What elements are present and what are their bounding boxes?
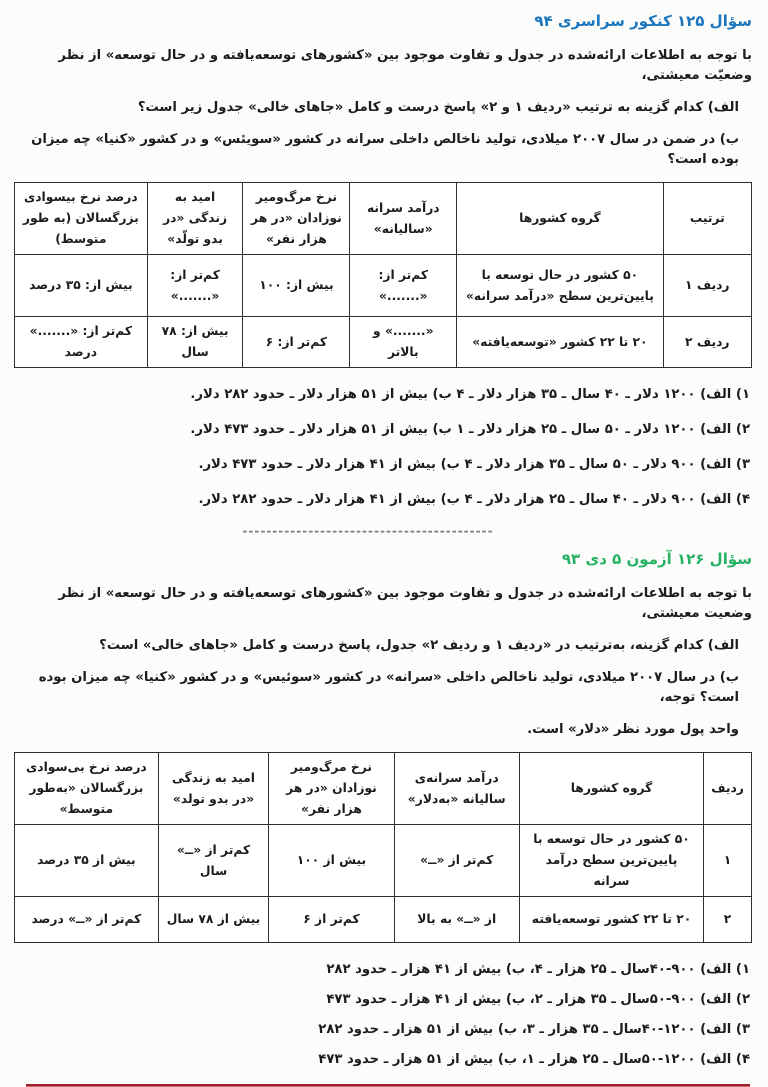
table-cell: ۲۰ تا ۲۲ کشور توسعه‌یافته	[519, 897, 703, 943]
table-cell: کم‌تر از «ــ»	[394, 825, 519, 897]
table-cell: ردیف ۲	[663, 317, 751, 368]
q126-option-3: ۳) الف) ۱۲۰۰-۴۰سال ـ ۳۵ هزار ـ ۳، ب) بیش از ۵۱ هزار ـ حدود ۲۸۲	[318, 1022, 750, 1037]
table-cell: بیش از ۷۸ سال	[158, 897, 269, 943]
q125-option-1: ۱) الف) ۱۲۰۰ دلار ـ ۴۰ سال ـ ۳۵ هزار دلار ـ ۴ ب) بیش از ۵۱ هزار دلار ـ حدود ۲۸۲ دلار.	[190, 387, 750, 402]
q126-col-country-group: گروه کشورها	[519, 753, 703, 825]
q126-option-2: ۲) الف) ۹۰۰-۵۰سال ـ ۳۵ هزار ـ ۲، ب) بیش از ۴۱ هزار ـ حدود ۴۷۳	[326, 992, 750, 1007]
q126-col-income: درآمد سرانه‌ی سالیانه «به‌دلار»	[394, 753, 519, 825]
table-cell: کم‌تر از: ۶	[243, 317, 350, 368]
q125-title: سؤال ۱۲۵ کنکور سراسری ۹۴	[534, 12, 752, 30]
q125-option-4: ۴) الف) ۹۰۰ دلار ـ ۴۰ سال ـ ۲۵ هزار دلار ـ ۴ ب) بیش از ۴۱ هزار دلار ـ حدود ۲۸۲ دلار.	[198, 492, 750, 507]
table-cell: «.......» و بالاتر	[350, 317, 457, 368]
table-cell: ۲	[704, 897, 752, 943]
q126-note-line: واحد پول مورد نظر «دلار» است.	[527, 722, 739, 737]
q125-col-rank: ترتیب	[663, 183, 751, 255]
q125-table-row	[15, 255, 752, 317]
table-cell: ۵۰ کشور در حال توسعه با پایین‌ترین سطح درآمد سرانه	[519, 825, 703, 897]
q125-part-b-line: ب) در ضمن در سال ۲۰۰۷ میلادی، تولید ناخالص داخلی سرانه در کشور «سویئس» و در کشور «کنیا» چه میزان بوده است؟	[31, 132, 739, 167]
q125-table-row	[15, 317, 752, 368]
q126-option-4: ۴) الف) ۱۲۰۰-۵۰سال ـ ۲۵ هزار ـ ۱، ب) بیش از ۵۱ هزار ـ حدود ۴۷۳	[318, 1052, 750, 1067]
q125-table	[14, 182, 752, 368]
table-cell: ردیف ۱	[663, 255, 751, 317]
q125-col-income: درآمد سرانه «سالیانه»	[350, 183, 457, 255]
question-divider: ------------------------------------------	[242, 524, 494, 538]
q126-col-infant-mortality: نرخ مرگ‌ومیر نوزادان «در هر هزار نفر»	[269, 753, 394, 825]
q126-title: سؤال ۱۲۶ آزمون ۵ دی ۹۳	[561, 550, 752, 568]
q126-part-a-line: الف) کدام گزینه، به‌ترتیب در «ردیف ۱ و ردیف ۲» جدول، پاسخ درست و کامل «جاهای خالی» است؟	[99, 638, 739, 653]
table-cell: بیش از: ۷۸ سال	[147, 317, 243, 368]
q126-options	[14, 959, 752, 1070]
q126-table	[14, 752, 752, 943]
q125-intro-line: با توجه به اطلاعات ارائه‌شده در جدول و تفاوت موجود بین «کشورهای توسعه‌یافته و در حال توسعه» از نظر وضعیّت معیشتی،	[58, 48, 752, 83]
q125-col-country-group: گروه کشورها	[457, 183, 663, 255]
q125-options	[14, 384, 752, 510]
q126-table-row	[15, 825, 752, 897]
table-cell: ۲۰ تا ۲۲ کشور «توسعه‌یافته»	[457, 317, 663, 368]
q126-col-life-expectancy: امید به زندگی «در بدو تولد»	[158, 753, 269, 825]
q126-part-b-line: ب) در سال ۲۰۰۷ میلادی، تولید ناخالص داخلی «سرانه» در کشور «سوئیس» و در کشور «کنیا» چه میزان بوده است؟ توجه،	[38, 670, 739, 705]
table-cell: کم‌تر از ۶	[269, 897, 394, 943]
table-cell: بیش از: ۳۵ درصد	[15, 255, 148, 317]
q125-option-3: ۳) الف) ۹۰۰ دلار ـ ۵۰ سال ـ ۳۵ هزار دلار ـ ۴ ب) بیش از ۴۱ هزار دلار ـ حدود ۴۷۳ دلار.	[198, 457, 750, 472]
table-cell: ۵۰ کشور در حال توسعه با پایین‌ترین سطح «درآمد سرانه»	[457, 255, 663, 317]
q126-col-rank: ردیف	[704, 753, 752, 825]
table-cell: کم‌تر از: «.......»	[147, 255, 243, 317]
q125-part-a-line: الف) کدام گزینه به ترتیب «ردیف ۱ و ۲» پاسخ درست و کامل «جاهای خالی» جدول زیر است؟	[137, 100, 739, 115]
q126-table-row	[15, 897, 752, 943]
table-cell: کم‌تر از «ــ» درصد	[15, 897, 159, 943]
q126-intro-line: با توجه به اطلاعات ارائه‌شده در جدول و تفاوت موجود بین «کشورهای توسعه‌یافته و در حال توسعه» از نظر وضعیت معیشتی،	[58, 586, 752, 621]
q125-option-2: ۲) الف) ۱۲۰۰ دلار ـ ۵۰ سال ـ ۲۵ هزار دلار ـ ۱ ب) بیش از ۵۱ هزار دلار ـ حدود ۴۷۳ دلار.	[190, 422, 750, 437]
q125-table-header-row	[15, 183, 752, 255]
table-cell: کم‌تر از «ــ» سال	[158, 825, 269, 897]
table-cell: از «ــ» به بالا	[394, 897, 519, 943]
table-cell: بیش از: ۱۰۰	[243, 255, 350, 317]
q125-col-infant-mortality: نرخ مرگ‌ومیر نوزادان «در هر هزار نفر»	[243, 183, 350, 255]
table-cell: کم‌تر از: «.......» درصد	[15, 317, 148, 368]
q126-col-illiteracy: درصد نرخ بی‌سوادی بزرگسالان «به‌طور متوسط»	[15, 753, 159, 825]
table-cell: بیش از ۳۵ درصد	[15, 825, 159, 897]
table-cell: کم‌تر از: «.......»	[350, 255, 457, 317]
q126-option-1: ۱) الف) ۹۰۰-۴۰سال ـ ۲۵ هزار ـ ۴، ب) بیش از ۴۱ هزار ـ حدود ۲۸۲	[326, 962, 750, 977]
table-cell: بیش از ۱۰۰	[269, 825, 394, 897]
q126-table-header-row	[15, 753, 752, 825]
q125-col-life-expectancy: امید به زندگی «در بدو تولّد»	[147, 183, 243, 255]
table-cell: ۱	[704, 825, 752, 897]
q125-col-illiteracy: درصد نرخ بیسوادی بزرگسالان (به طور متوسط)	[15, 183, 148, 255]
